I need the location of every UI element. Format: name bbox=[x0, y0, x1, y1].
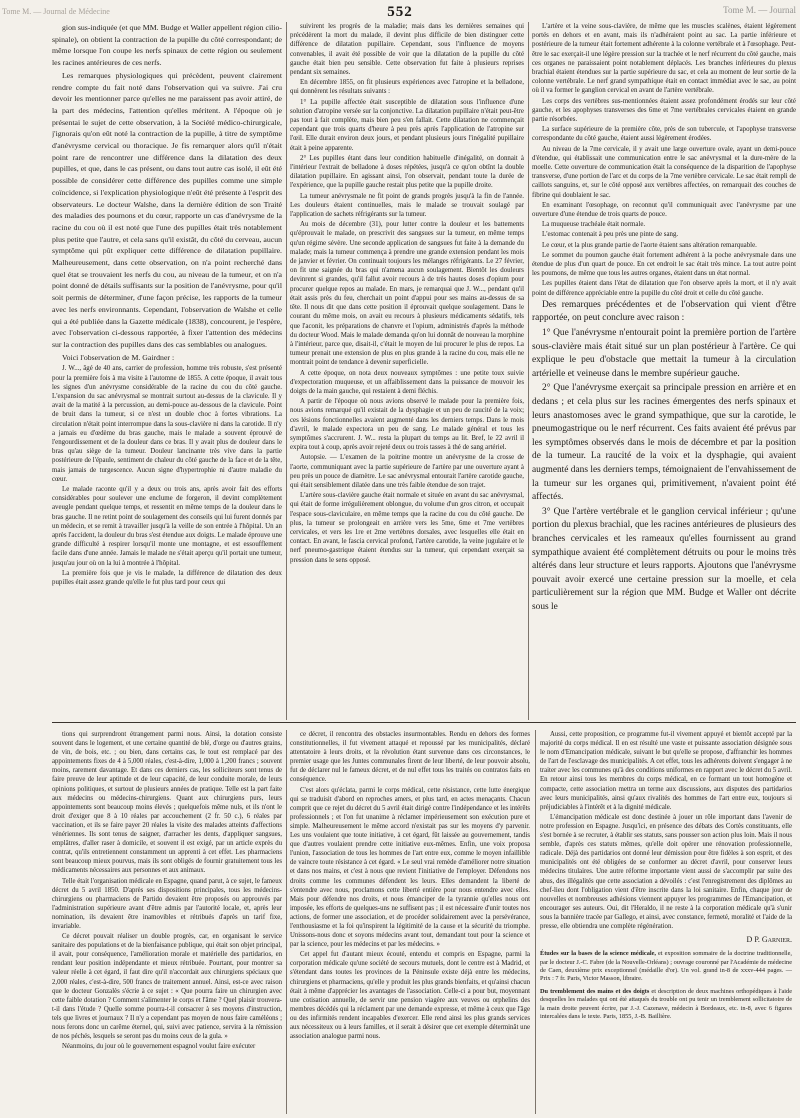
autopsy-paragraph: Le sommet du poumon gauche était fortement adhérent à la poche anévrysmale dans une étendue de plus d'un quart de pouce. En cet endroit le sac était très mince. La tout autre point les poumons, de même que tous les autres organes, étaient dans un état normal. bbox=[532, 251, 796, 278]
paragraph: gion sus-indiquée (et que MM. Budge et Waller appellent région cilio-spinale), on obtient la contraction de la pupille du côté correspondant; de même lorsque l'on coupe les nerfs spinaux de cette région ou seulement les racines antérieures de ces nerfs. bbox=[52, 23, 282, 68]
conclusion-paragraph: 3° Que l'artère vertébrale et le ganglion cervical inférieur ; qu'une portion du plexus brachial, que les racines antérieures de plusieurs des branches cervicales et les rameaux qu'elles fournissent au grand sympathique avaient été complètement détruits ou pour le moins très altérés dans leur structure et leurs rapports. Ajoutons que l'anévrysme pouvait avoir exercé une certaine pression sur la moelle, et cela particulièrement sur la région que MM. Budge et Waller ont décrite sous le bbox=[532, 506, 796, 612]
case-report-paragraph: J. W..., âgé de 40 ans, carrier de profession, homme très robuste, s'est présenté pour la première fois à ma visite à l'automne de 1855. A cette époque, il avait tous les signes d'un anévrysme considérable de la racine du cou du côté gauche. L'expansion du sac anévrysmal se montrait surtout au-dessus de la clavicule. Il y avait de la matité à la percussion, au demi-pouce au-dessous de la clavicule. Point de bruit dans la tumeur, si ce n'est un double choc à fortes vibrations. La circulation n'était point interrompue dans la sous-clavière ni dans la carotide. Il n'y a jamais eu d'œdème du bras gauche, mais le malade a souvent éprouvé de l'engourdissement et de la douleur dans ce bras. Il y avait plus de douleur dans le bras qu'au siège de la tumeur. Douleur lancinante très vive dans la partie postérieure de l'épaule, sentiment de chaleur du côté gauche de la face et de la tête, mais jamais de turgescence. Aucun signe d'hypertrophie ni d'autre maladie du cœur. bbox=[52, 365, 282, 483]
feuilleton-column-2 bbox=[290, 730, 530, 1114]
autopsy-paragraph: La muqueuse trachéale était normale. bbox=[542, 221, 646, 229]
right-running-head: Tome M. — Journal bbox=[723, 5, 796, 15]
article-column-1 bbox=[52, 22, 282, 720]
autopsy-paragraph: L'estomac contenait à peu près une pinte de sang. bbox=[542, 231, 679, 239]
autopsy-paragraph: L'artère sous-clavière gauche était normale et située en avant du sac anévrysmal, qui était de forme irrégulièrement oblongue, du volume d'un gros citron, et occupait l'espace sous-claviculaire, en même temps que la racine du cou du côté gauche. De plus, la tumeur se prolongeait en arrière vers les 5me, 6me et 7me vertèbres cervicales, et vers les 1re et 2me vertèbres dorsales, avec lesquelles elle était en contact. En avant, le fascia cervical profond, l'artère carotide, la veine jugulaire et le nerf pneumo-gastrique étaient étendus sur la tumeur, qui cependant exerçait sa pression dans le sens opposé. bbox=[290, 492, 524, 564]
case-report-paragraph: La première fois que je vis le malade, la différence de dilatation des deux pupilles était assez grande qu'elle le fut plus tard pour ceux qui bbox=[52, 569, 282, 587]
autopsy-paragraph: Autopsie. — L'examen de la poitrine montre un anévrysme de la crosse de l'aorte, communiquant avec la partie supérieure de l'artère par une ouverture ayant à peu près un pouce de diamètre. Le sac anévrysmal entourait l'artère carotide gauche, qui était sensiblement dilatée dans une très faible étendue de son trajet. bbox=[290, 454, 524, 489]
autopsy-paragraph: Les pupilles étaient dans l'état de dilatation que l'on observe après la mort, et il n'y avait point de différence appréciable entre la pupille du côté droit et celle du côté gauche. bbox=[532, 280, 796, 297]
page-number: 552 bbox=[387, 4, 413, 20]
book-notice bbox=[540, 950, 792, 984]
column-divider bbox=[528, 22, 529, 720]
book-description: et exposition sommaire de la doctrine traditionnelle, par le docteur J.-C. Fabre (de la Nouvelle-Orléans) ; ouvrage couronné par l'Académie de médecine de Caen, deuxième prix exceptionnel (médaille d'or). Un vol. grand in-8 de xxxv-444 pages. — Prix : 7 fr. Paris, Victor Masson, libraire. bbox=[540, 950, 792, 983]
column-divider bbox=[286, 730, 287, 1114]
book-notice bbox=[540, 988, 792, 1022]
book-description: et description de deux machines orthopédiques à l'aide desquelles les malades qui ont été attaqués du trouble ont pu tenir un tremblement sollicitatoire de la main droite peuvent écrire, par J.-J. Cazenave, médecin à Bordeaux, etc. in-8, avec 6 figures intercalées dans le texte. Paris, 1855, J.-B. Baillière. bbox=[540, 987, 792, 1020]
feuilleton-column-1 bbox=[52, 730, 282, 1114]
case-report-paragraph: A partir de l'époque où nous avions observé le malade pour la première fois, nous avions remarqué qu'il existait de la dysphagie et un peu de raucité de la voix; ces lésions fonctionnelles avaient augmenté dans les derniers temps. Dans le mois d'avril, le malade expectora un peu de sang. Le malade général et tous les symptômes s'accrurent. J. W... resta la plupart du temps au lit. Bref, le 22 avril il expira tout à coup, après avoir rejeté deux ou trois tasses à thé de sang artériel. bbox=[290, 398, 524, 452]
case-report-paragraph: Le malade raconte qu'il y a deux ou trois ans, après avoir fait des efforts considérables pour soulever une enclume de forgeron, il devint complètement aveugle pendant quelque temps, et ressentit en même temps de la douleur dans le bras gauche. Il ne retint point de soulagement des conseils qui lui furent donnés par un médecin, et se remit à travailler jusqu'à la veille de son entrée à l'hôpital. Un an après l'accident, la douleur du bras s'est étendue aux doigts. Le malade éprouve une grande difficulté à respirer lorsqu'il monte une montagne, et est essoufflement facile dans d'une année. Jamais le malade ne s'était aperçu qu'il portait une tumeur, jusqu'au jour où on la lui à montrée à l'hôpital. bbox=[52, 486, 282, 567]
autopsy-paragraph: L'artère et la veine sous-clavière, de même que les muscles scalènes, étaient légèrement portés en dehors et en avant, mais ils n'adhéraient point au sac. La partie inférieure et postérieure de la tumeur était fortement adhérente à la colonne vertébrale et à l'œsophage. Peut-être le sac exerçait-il une légère pression sur la trachée et le nerf récurrent du côté gauche, mais ces organes ne paraissaient point notablement déplacés. Les branches inférieures du plexus brachial étaient étendues sur la partie supérieure du sac, et cela au moment de leur sortie de la colonne vertébrale. Le nerf grand sympathique était en contact immédiat avec le sac, au point où il va former le ganglion cervical en avant de l'artère vertébrale. bbox=[532, 23, 796, 95]
autopsy-paragraph: Au niveau de la 7me cervicale, il y avait une large ouverture ovale, ayant un demi-pouce d'étendue, qui établissait une communication entre le sac anévrysmal et la dure-mère de la moelle. Cette ouverture de communication était la conséquence de la disparition de l'apophyse transverse, d'une portion de l'arc et du corps de la 7me vertèbre cervicale. Le sac était rempli de caillots sanguins, et, sur le côté opposé aux vertèbres affectées, on remarquait des couches de fibrine qui doublaient le sac. bbox=[532, 145, 796, 199]
paragraph: Aussi, cette proposition, ce programme fut-il vivement appuyé et bientôt accepté par la majorité du corps médical. Il en est résulté une vaste et puissante association désignée sous le nom d'Emancipation médicale, suivant le but qu'elle se propose, d'affranchir les hommes de l'art de l'esclavage des municipalités. A cet effet, tous les adhérents doivent s'engager à ne traiter avec les communes qu'à des conditions uniformes en rapport avec le décret du 5 avril. En retour ainsi tous les membres du corps médical, en ce formant un tout homogène et compacte, cette association mettra un terme aux discussions, aux disputes des partidarios avec leurs municipalités, ainsi qu'aux rivalités des hommes de l'art entre eux, toujours si préjudiciables à l'intérêt et à la dignité médicale. bbox=[540, 731, 792, 811]
feuilleton-divider bbox=[52, 722, 796, 723]
left-running-head: Tome M. — Journal de Médecine bbox=[2, 7, 110, 16]
paragraph: Ce décret pouvait réaliser un double progrès, car, en organisant le service sanitaire des populations et de la bienfaisance publique, qui était son objet principal, il avait, pour conséquence, l'amélioration morale et matérielle des partidarios, en rendant leur position indépendante et mieux rétribuée. Pourtant, pour montrer sa valeur réelle à cet égard, il faut dire qu'il n'accordait aux chirurgiens spéciaux que 2,000 réales, c'est-à-dire, 500 francs de traitement annuel. Ainsi, est-ce avec raison que le docteur Gonzalès s'écrie à ce sujet : « Que pourra faire un chirurgien avec cette faible dotation ? Comment s'alimenter le corps et l'âme ? Quel plaisir trouvera-t-il dans l'étude ? Quelle somme pourra-t-il consacrer à ses moyens d'instruction, tels que livres et journaux ? Il n'y a cependant pas moyen de nous faire caméléons ; nous ferons donc un carême éternel, qui, suivi avec patience, servira à la rémission de nos péchés, lesquels se seront pas du moins ceux de la gula. » bbox=[52, 933, 282, 1041]
paragraph: ce décret, il rencontra des obstacles insurmontables. Rendu en dehors des formes constitutionnelles, il fut vivement attaqué et repoussé par les municipalités, déclaré attentatoire à leurs droits, et la révolution étant survenue dans ces circonstances, le premier usage que les Juntes communales firent de leur liberté, de leur pouvoir absolu, fut de déclarer nul le fameux décret, et de nul effet tous les traités ou contratos faits en conséquence. bbox=[290, 731, 530, 784]
paragraph: Néanmoins, du jour où le gouvernement espagnol voulut faire exécuter bbox=[62, 1043, 256, 1051]
paragraph: L'émancipation médicale est donc destinée à jouer un rôle important dans l'avenir de notre profession en Espagne. Jusqu'ici, en présence des débats des Cortès constituants, elle s'est bornée à se recruter, à établir ses statuts, sans pousser son action plus loin. Mais il nous semble, d'après ces statuts mêmes, qu'elle doit opérer une rénovation professionnelle, radicale. Déjà des partidarios ont donné leur démission pour être fidèles à son esprit, et des municipalités ont été obligées de se conformer au décret d'avril, pour conserver leurs médecins titulaires. Une autre réforme importante vient aussi de s'accomplir par suite des abus, des illégalités que cette association a dévoilés : c'est l'enregistrement des diplômes au chef-lieu dont l'obligation vient d'être inscrite dans la loi sanitaire. Enfin, chaque jour de nouvelles et nombreuses adhésions viennent appuyer les programmes de l'Emancipation, et encourager ses auteurs. Oui, dit l'Heraldo, il ne reste à la corporation médicale qu'à s'unir sous la bannière tracée par Gallego, et ainsi, avec constance, fermeté, moralité et l'aide de la presse, elle obtiendra une complète régénération. bbox=[540, 813, 792, 930]
feuilleton-column-3 bbox=[540, 730, 792, 1114]
case-report-paragraph: Au mois de décembre (31), pour lutter contre la douleur et les battements qu'éprouvait le malade, on prescrivit des sangsues sur la tumeur, en même temps qu'un régime sévère. Une seconde application de sangsues fut faite à la demande du malade; mais la tumeur commença à prendre une grande extension pendant les mois de janvier et février. On continuait toujours les mélanges réfrigérants. Le 27 février, on fit une saignée du bras qui n'amena aucun soulagement. Bientôt les douleurs devinrent si grandes, qu'il fallut avoir recours à de très hautes doses d'opium pour procurer quelque repos au malade. En mars, je remarquai que J. W..., pendant qu'il était assis près du feu, cherchait un point d'appui pour ses mains au-dessus de sa tête. Il nous dit que dans cette position il éprouvait quelque soulagement. Dans le courant du même mois, on avait eu recours à plusieurs médicaments sédatifs, tels que l'aconit, les préparations de chanvre et l'opium, administrés d'après la méthode du docteur Wood. Mais le malade demanda qu'on lui donnât de nouveau la morphine à l'intérieur, parce que, disait-il, c'était le moyen de lui procurer le plus de repos. La tumeur prenait une extension de plus en plus grande à la racine du cou, mais elle ne montrait point de tendance à devenir superficielle. bbox=[290, 221, 524, 367]
column-divider bbox=[286, 22, 287, 720]
autopsy-paragraph: Les corps des vertèbres sus-mentionnées étaient assez profondément érodés sur leur côté gauche, et les apophyses transverses des 6me et 7me vertébrales cervicales étaient en grande partie résorbées. bbox=[532, 97, 796, 124]
author-signature: D P. Garnier. bbox=[746, 935, 792, 945]
paragraph: Les remarques physiologiques qui précèdent, peuvent clairement rendre compte du fait noté dans l'observation qui va suivre. J'ai cru devoir les mentionner parce qu'elles ne me paraissent pas avoir attiré, de la part des médecins, l'attention qu'elles méritent. A l'époque où je présentai le sujet de cette observation, à la Société médico-chirurgicale, j'ignorais qu'on eût noté la contraction de la pupille, à titre de symptôme d'anévrysme cervical ou thoracique. Je fis remarquer alors qu'il n'était point rare de rencontrer une différence dans la dilatation des deux pupilles, et que, dans le cas présent, ou dans tout autre cas isolé, il eût été possible de considérer cette différence des pupilles comme une simple coïncidence, si l'explication physiologique n'eût été présente à l'esprit des observateurs. Le docteur Walshe, dans la dernière édition de son Traité des maladies des poumons et du cœur, rapporte un cas d'anévrysme de la racine du cou où il est noté que l'une des pupilles était très notablement plus petite que l'autre, et cela sans qu'il existât, du côté du cerveau, aucun symptôme qui pût expliquer cette différence de dilatation pupillaire. Malheureusement, dans cette observation, on n'a point recherché dans quel état se trouvaient les nerfs du cou, au niveau de la tumeur, et on n'a point donné de détails suffisants sur la position de l'anévrysme, pour qu'il soit permis de déterminer, d'une façon précise, les rapports de la tumeur avec les nerfs environnants. Cependant, l'observation de Walshe et celle qui a été publiée dans la Gazette médicale (1838), concourent, je l'espère, avec l'observation ci-dessous rapportée, à fixer l'attention des médecins sur la contraction des pupilles dans des cas semblables ou analogues. bbox=[52, 70, 282, 349]
conclusion-paragraph: Des remarques précédentes et de l'observation qui vient d'être rapportée, on peut conclure avec raison : bbox=[532, 299, 796, 324]
conclusion-paragraph: 2° Que l'anévrysme exerçait sa principale pression en arrière et en dedans ; et cela plus sur les racines émergentes des nerfs spinaux et leurs anastomoses avec le grand sympathique, que sur la carotide, le pneumogastrique ou le nerf récurrent. Ces faits avaient été prévus par les symptômes observés dans le mois de décembre et par la position de la tumeur. La raucité de la voix et la dysphagie, qui avaient augmenté dans les derniers temps, témoignaient de l'envahissement de la tumeur sur les organes qui, primitivement, n'avaient point été affectés. bbox=[532, 383, 796, 503]
article-column-2 bbox=[290, 22, 524, 720]
case-report-paragraph: A cette époque, on nota deux nouveaux symptômes : une petite toux suivie d'expectoration muqueuse, et un affaiblissement dans la puissance de mouvoir les doigts de la main gauche, qui restaient à demi fléchis. bbox=[290, 369, 524, 395]
case-report-paragraph: 2° Les pupilles étant dans leur condition habituelle d'inégalité, on donnait à l'intérieur l'extrait de belladone à doses répétées, jusqu'à ce qu'on obtînt la double dilatation pupillaire. En agissant ainsi, l'on observait, pendant toute la durée de l'expérience, que la pupille gauche restait plus petite que la pupille droite. bbox=[290, 154, 524, 190]
autopsy-paragraph: Le cœur, et la plus grande partie de l'aorte étaient sans altération remarquable. bbox=[542, 241, 757, 249]
column-divider bbox=[535, 730, 536, 1114]
article-column-3 bbox=[532, 22, 796, 720]
paragraph: Voici l'observation de M. Gairdner : bbox=[62, 352, 175, 362]
page-header bbox=[0, 0, 800, 22]
paragraph: tions qui surprendront étrangement parmi nous. Ainsi, la dotation consiste souvent dans le logement, et une certaine quantité de blé, d'orge ou d'autres grains, de vin, de bois, etc. ; ou bien, dans certains cas, le tout est remplacé par des appointements fixes de 4 à 5,000 réales, c'est-à-dire, 1,000 à 1,200 francs ; souvent moins, rarement davantage. Et dans ces derniers cas, les solliciteurs sont tenus de faire preuve de leur aptitude et de leur capacité, de leur conduite morale, de leurs opinions politiques, et surtout de plusieurs années de pratique. Telle est la part faite aux médecins ou médecins-chirurgiens. Quant aux chirurgiens purs, leurs appointements sont beaucoup moins élevés ; quelquefois même nuls, et ils n'ont le droit d'exiger que 8 à 10 réales par accouchement (2 fr. 50 c.), 6 réales par vaccination, et ils se faire payer 20 réales la visite des malades atteints d'affections vénériennes. Ils sont tenus de saigner, d'arracher les dents, d'appliquer sangsues, emplâtres, d'aller raser à domicile, et souvent il est exigé, par un article exprès du contrat, qu'ils entretiennent constamment un apprenti à cet effet. Les pharmaciens sont beaucoup mieux pourvus, mais ils sont obligés de fournir gratuitement tous les médicaments nécessaires aux personnes et aux animaux. bbox=[52, 731, 282, 875]
paragraph: Cet appel fut d'autant mieux écouté, entendu et compris en Espagne, parmi la corporation médicale qu'une société de secours mutuels, dont le centre est à Madrid, et s'étendant dans toutes les provinces de la Péninsule existe déjà entre les médecins, chirurgiens et pharmaciens, qu'elle y produit les plus grands bienfaits, et qu'ainsi chacun était à même d'apprécier les avantages de l'association. Celle-ci a pour but, moyennant une cotisation annuelle, de servir une pension viagère aux veuves ou orphelins des membres décédés qui la réclament par une demande expresse, et même à ceux que l'âge ou des infirmités rendent incapables d'exercer. Elle rend ainsi les plus grands services aux nécessiteux ou à leurs familles, et il serait à désirer que cet exemple déterminât une association analogue parmi nous. bbox=[290, 951, 530, 1041]
book-title: Études sur la bases de la science médicale, bbox=[540, 950, 656, 958]
book-title: Du tremblement des mains et des doigts bbox=[540, 987, 650, 995]
autopsy-paragraph: En examinant l'œsophage, on reconnut qu'il communiquait avec l'anévrysme par une ouverture d'une étendue de trois quarts de pouce. bbox=[532, 201, 796, 219]
conclusion-paragraph: 1° Que l'anévrysme n'entourait point la première portion de l'artère sous-clavière mais était situé sur un plan postérieur à l'artère. Ce qui explique le peu d'obstacle que mettait la tumeur à la circulation artérielle et veineuse dans le membre supérieur gauche. bbox=[532, 328, 796, 379]
paragraph: C'est alors qu'éclata, parmi le corps médical, cette résistance, cette lutte énergique qui se traduisit d'abord en reproches amers, et plus tard, en actes menaçants. Chacun comprit que ce rejet du décret du 5 avril était dirigé contre l'indépendance et les intérêts professionnels ; et l'on fut unanime à réclamer impérieusement son exécution pure et simple. Malheureusement le même accord n'existait pas sur les moyens d'y parvenir. Les uns voulaient que toute initiative, à cet égard, fût laissée au gouvernement, tandis que d'autres voulaient prendre cette initiative eux-mêmes. Enfin, une voix proposa l'union, l'association de tous les hommes de l'art entre eux, comme le moyen infaillible de vaincre toute résistance à cet égard. « Le seul vrai remède d'améliorer notre situation et dans nos mains, et c'est à nous que revient l'initiative de l'employer. Défendons nos droits comme les communes défendent les leurs. Elles demandent la liberté de s'entendre avec nous, proclamons cette liberté entière pour nous entendre avec elles. Mais pour défendre nos droits, et nous émanciper de la tyrannie qu'elles nous ont imposée, les efforts de quelques-uns ne suffisent pas ; il est nécessaire d'unir toutes nos actions, de former une association, et de procéder solidairement avec la persévérance, l'enthousiasme et la foi qu'inspirent la légitimité de la cause et la sécurité du triomphe. Unissons-nous donc et soyons médecins avant tout, demandant tout pour la science et par la science, pour les médecins et par les médecins. » bbox=[290, 786, 530, 949]
autopsy-paragraph: La surface supérieure de la première côte, près de son tubercule, et l'apophyse transverse correspondante du côté gauche, étaient aussi légèrement érodées. bbox=[532, 126, 796, 143]
case-report-paragraph: En décembre 1855, on fit plusieurs expériences avec l'atropine et la belladone, qui donnèrent les résultats suivants : bbox=[290, 79, 524, 96]
case-report-paragraph: 1° La pupille affectée était susceptible de dilatation sous l'influence d'une solution d'atropine versée sur la conjonctive. La dilatation pupillaire n'était peut-être pas tout à fait complète, mais bien peu s'en fallait. Cette dilatation ne commençait cependant que trois quarts d'heure à peu près après l'application de l'atropine sur l'œil. Elle durait environ deux jours, et pendant plusieurs jours l'inégalité pupillaire était à peine apparente. bbox=[290, 98, 524, 152]
case-report-paragraph: La tumeur anévrysmale ne fit point de grands progrès jusqu'à la fin de l'année. Les douleurs étaient continuelles, mais le malade se trouvait soulagé par l'application de sachets réfrigérants sur la tumeur. bbox=[290, 192, 524, 219]
case-report-paragraph: suivirent les progrès de la maladie; mais dans les dernières semaines qui précédèrent la mort du malade, il devint plus difficile de bien distinguer cette différence de dilatation pupillaire. Cependant, sous l'influence de moyens convenables, il avait été possible de voir que la dilatation de la pupille du côté gauche était bien peu sensible. Cette observation fut faite à plusieurs reprises pendant six semaines. bbox=[290, 23, 524, 77]
paragraph: Telle était l'organisation médicale en Espagne, quand parut, à ce sujet, le fameux décret du 5 avril 1850. D'après ses dispositions principales, tous les médecins-chirurgiens ou pharmaciens de Partido devaient être proposés ou approuvés par l'administration supérieure avant d'être admis par l'autorité locale, et, après leur nomination, ils devaient être inamovibles et rétribués d'après un tarif fixe, invariable. bbox=[52, 877, 282, 930]
